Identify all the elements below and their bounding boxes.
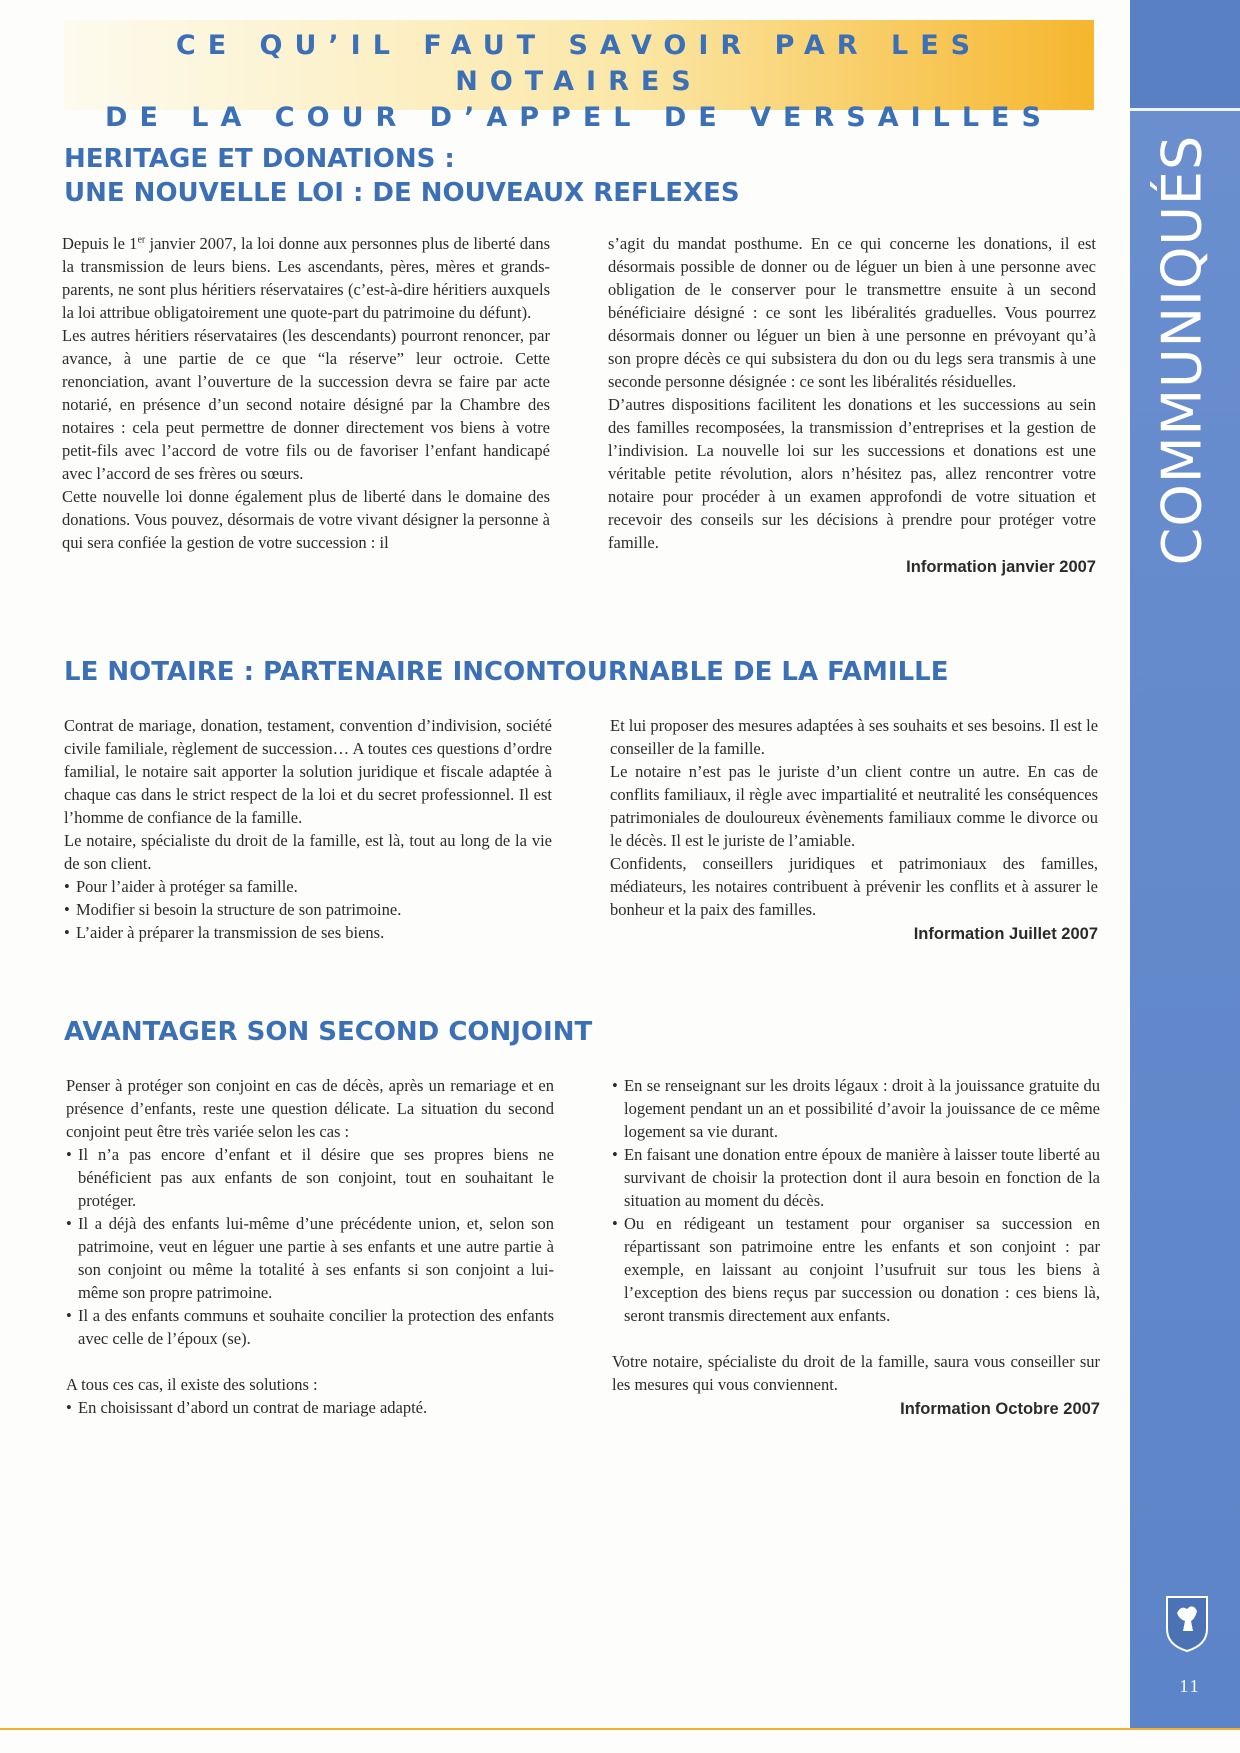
- list-item: • L’aider à préparer la transmission de ses biens.: [64, 921, 552, 944]
- paragraph: s’agit du mandat posthume. En ce qui concerne les donations, il est désormais possible de donner ou de léguer un bien à une personne avec obligation de le conserver pour le transmettre ensuite à un second bénéficiaire désigné : ce sont les libéralités graduelles. Vous pourrez désormais donner ou léguer un bien à une personne en prévoyant qu’à son propre décès ce qui subsistera du don ou du legs sera transmis à une seconde personne désignée : ce sont les libéralités résiduelles.: [608, 234, 1096, 391]
- bullet-list: [66, 1396, 554, 1419]
- article-signature: Information janvier 2007: [906, 558, 1096, 576]
- paragraph: D’autres dispositions facilitent les donations et les successions au sein des familles recomposées, la transmission d’entreprises et la gestion de l’indivision. La nouvelle loi sur les successions et donations est une véritable petite révolution, alors n’hésitez pas, allez rencontrer votre notaire pour procéder à un examen approfondi de votre situation et recevoir des conseils sur les décisions à prendre pour protéger votre famille.: [608, 395, 1096, 552]
- paragraph: Le notaire, spécialiste du droit de la famille, est là, tout au long de la vie de son client.: [64, 831, 552, 873]
- paragraph: Depuis le 1er janvier 2007, la loi donne aux personnes plus de liberté dans la transmission de leurs biens. Les ascendants, pères, mères et grands-parents, ne sont plus héritiers réservataires (c’est-à-dire héritiers auxquels la loi attribue obligatoirement une quote-part du patrimoine du défunt).: [62, 234, 550, 322]
- article-title-heritage: [64, 142, 740, 210]
- title-line-2: UNE NOUVELLE LOI : DE NOUVEAUX REFLEXES: [64, 178, 740, 208]
- list-item: • En faisant une donation entre époux de manière à laisser toute liberté au survivant de choisir la protection dont il aura besoin en fonction de la situation au moment du décès.: [612, 1143, 1100, 1212]
- list-item: • Il a des enfants communs et souhaite concilier la protection des enfants avec celle de l’époux (se).: [66, 1304, 554, 1350]
- article-signature: Information Juillet 2007: [913, 925, 1098, 943]
- list-item: • Il a déjà des enfants lui-même d’une précédente union, et, selon son patrimoine, veut en léguer une partie à ses enfants et une autre partie à son conjoint ou même la totalité à ses enfants si son conjoint a lui-même son propre patrimoine.: [66, 1212, 554, 1304]
- paragraph: Le notaire n’est pas le juriste d’un client contre un autre. En cas de conflits familiaux, il règle avec impartialité et neutralité les conséquences patrimoniales de douloureux évènements familiaux comme le divorce ou le décès. Il est le juriste de l’amiable.: [610, 762, 1098, 850]
- article-1-left-column: [62, 232, 550, 554]
- sidebar-top-block: [1130, 0, 1240, 108]
- list-item: • Il n’a pas encore d’enfant et il désire que ses propres biens ne bénéficient pas aux enfants de son conjoint, tout en souhaitant le protéger.: [66, 1143, 554, 1212]
- bullet-list: [66, 1143, 554, 1350]
- title-line-1: LE NOTAIRE : PARTENAIRE INCONTOURNABLE DE LA FAMILLE: [64, 657, 949, 687]
- bullet-list: [64, 875, 552, 944]
- paragraph: Penser à protéger son conjoint en cas de décès, après un remariage et en présence d’enfants, reste une question délicate. La situation du second conjoint peut être très variée selon les cas :: [66, 1076, 554, 1141]
- sidebar-divider: [1130, 108, 1240, 111]
- list-item: • Pour l’aider à protéger sa famille.: [64, 875, 552, 898]
- title-line-1: AVANTAGER SON SECOND CONJOINT: [64, 1017, 593, 1047]
- paragraph: Votre notaire, spécialiste du droit de la famille, saura vous conseiller sur les mesures qui vous conviennent.: [612, 1352, 1100, 1394]
- paragraph: Contrat de mariage, donation, testament, convention d’indivision, société civile familiale, règlement de succession… A toutes ces questions d’ordre familial, le notaire sait apporter la solution juridique et fiscale adaptée à chaque cas dans le strict respect de la loi et du secret professionnel. Il est l’homme de confiance de la famille.: [64, 716, 552, 827]
- article-title-conjoint: [64, 1015, 592, 1049]
- article-2-right-column: [610, 714, 1098, 946]
- page-number: 11: [1179, 1676, 1201, 1696]
- article-2-left-column: [64, 714, 552, 944]
- list-item: • En choisissant d’abord un contrat de mariage adapté.: [66, 1396, 554, 1419]
- banner-line-1: CE QU’IL FAUT SAVOIR PAR LES NOTAIRES: [175, 30, 983, 97]
- article-3-right-column: [612, 1074, 1100, 1421]
- list-item: • Modifier si besoin la structure de son patrimoine.: [64, 898, 552, 921]
- article-1-right-column: [608, 232, 1096, 579]
- bottom-rule: [0, 1728, 1240, 1730]
- paragraph: Les autres héritiers réservataires (les descendants) pourront renoncer, par avance, à une partie de ce que “la réserve” leur octroie. Cette renonciation, avant l’ouverture de la succession devra se faire par acte notarié, en présence d’un second notaire désigné par la Chambre des notaires : cela peut permettre de donner directement vos biens à votre petit-fils avec l’accord de votre fils ou de favoriser l’enfant handicapé avec l’accord de ses frères ou sœurs.: [62, 326, 550, 483]
- article-title-notaire: [64, 655, 948, 689]
- article-3-left-column: [66, 1074, 554, 1419]
- paragraph: A tous ces cas, il existe des solutions :: [66, 1375, 318, 1394]
- sidebar: [1130, 0, 1240, 1730]
- header-banner: [64, 20, 1094, 133]
- paragraph: Et lui proposer des mesures adaptées à ses souhaits et ses besoins. Il est le conseiller de la famille.: [610, 716, 1099, 758]
- list-item: • En se renseignant sur les droits légaux : droit à la jouissance gratuite du logement pendant un an et possibilité d’avoir la jouissance de ce même logement sa vie durant.: [612, 1074, 1100, 1143]
- paragraph: Cette nouvelle loi donne également plus de liberté dans le domaine des donations. Vous pouvez, désormais de votre vivant désigner la personne à qui sera confiée la gestion de votre succession : il: [62, 487, 550, 552]
- list-item: • Ou en rédigeant un testament pour organiser sa succession en répartissant son patrimoine entre les enfants et son conjoint : par exemple, en laissant au conjoint l’usufruit sur tous les biens à l’exception des biens reçus par succession ou donation : ces biens là, seront transmis directement aux enfants.: [612, 1212, 1100, 1327]
- paragraph: Confidents, conseillers juridiques et patrimoniaux des familles, médiateurs, les notaires contribuent à prévenir les conflits et à assurer le bonheur et la paix des familles.: [610, 854, 1098, 919]
- section-label: COMMUNIQUÉS: [1150, 134, 1214, 566]
- article-signature: Information Octobre 2007: [900, 1400, 1100, 1418]
- bullet-list: [612, 1074, 1100, 1327]
- title-line-1: HERITAGE ET DONATIONS :: [64, 144, 455, 174]
- banner-line-2: DE LA COUR D’APPEL DE VERSAILLES: [105, 102, 1053, 133]
- coat-of-arms-icon: [1165, 1595, 1209, 1653]
